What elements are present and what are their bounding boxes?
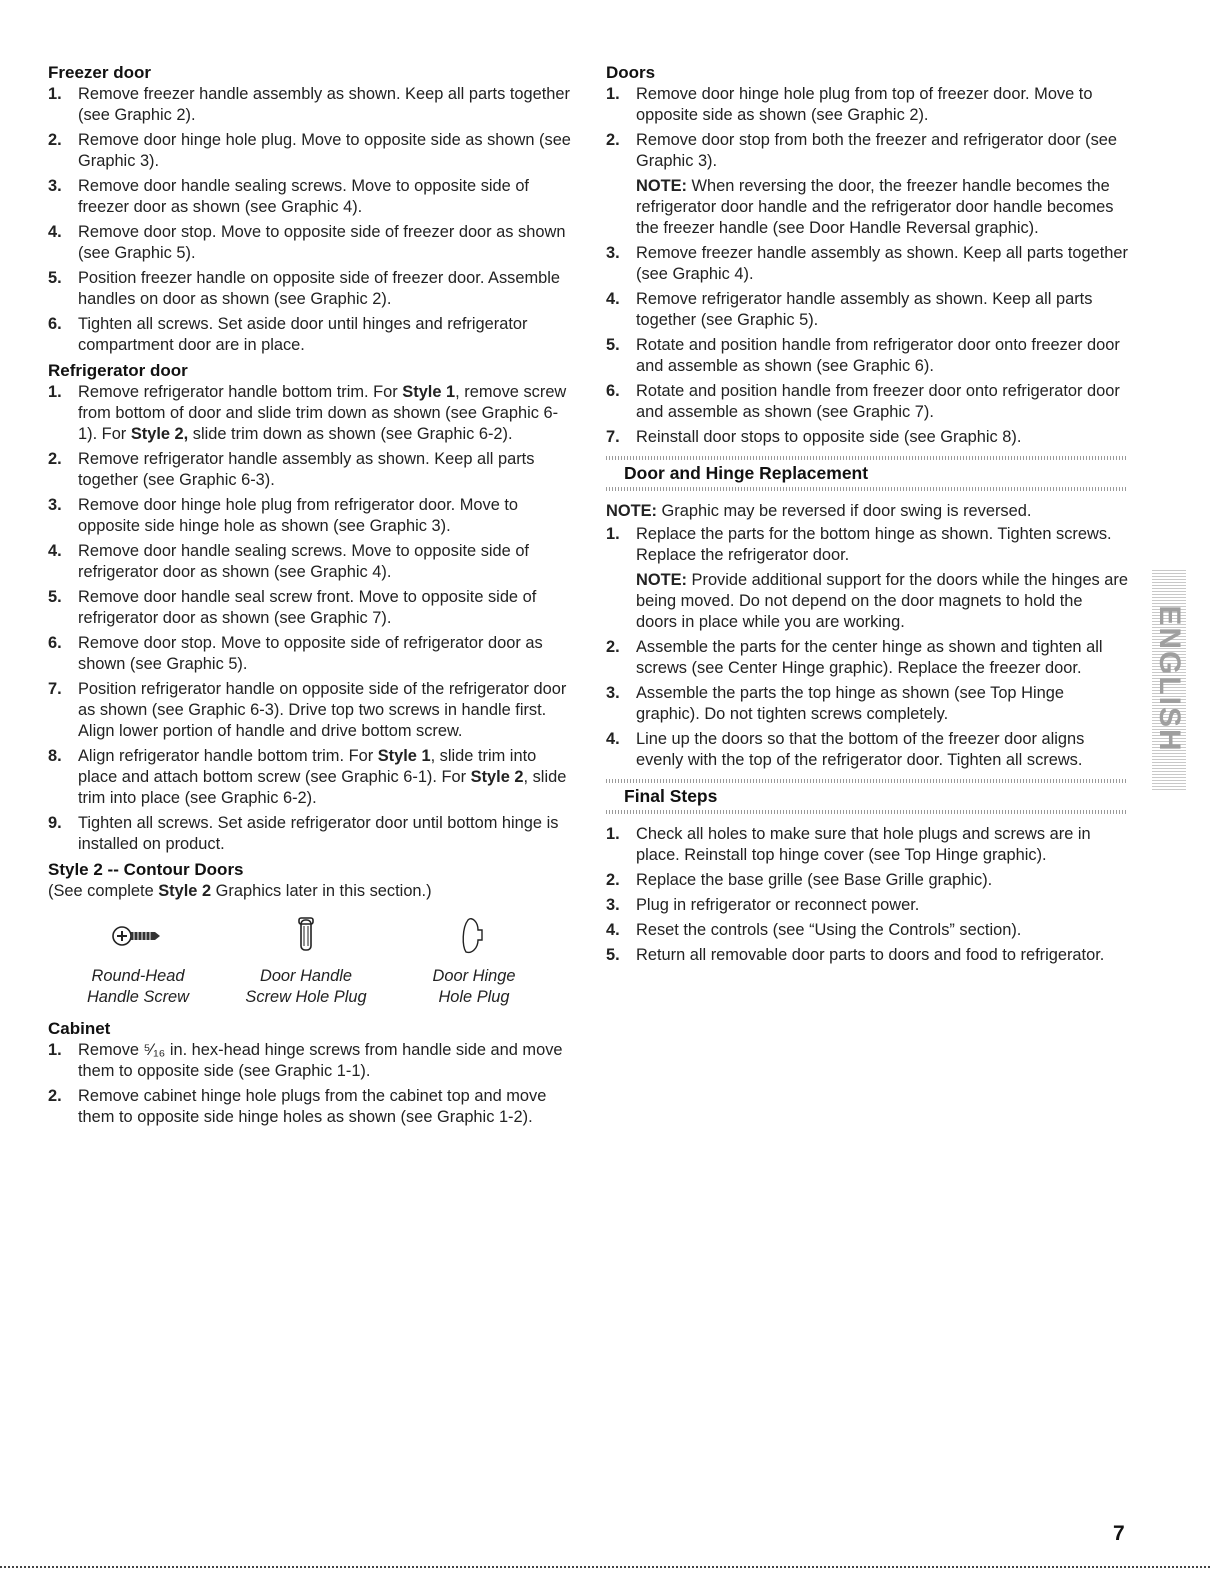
step-text: Remove cabinet hinge hole plugs from the cabinet top and move them to opposite side hinge holes as shown (see Graphic 1-2).	[78, 1087, 547, 1126]
hinge-note	[606, 501, 1128, 522]
list-item	[48, 541, 574, 583]
cabinet-steps	[48, 1040, 574, 1128]
step-text: Check all holes to make sure that hole plugs and screws are in place. Reinstall top hinge cover (see Top Hinge graphic).	[636, 825, 1091, 864]
door-hinge-caption-line1: Door Hinge	[432, 967, 516, 985]
step-number: 1.	[48, 383, 62, 401]
list-item	[48, 268, 574, 310]
step-number: 1.	[48, 85, 62, 103]
bottom-rule	[0, 1566, 1211, 1568]
step-text: Position refrigerator handle on opposite side of the refrigerator door as shown (see Graphic 6-3). Drive top two screws in handle first. Align lower portion of handle and drive bottom screw.	[78, 680, 567, 740]
list-item	[48, 176, 574, 218]
step-text: Replace the base grille (see Base Grille graphic).	[636, 871, 993, 889]
list-item	[606, 335, 1128, 377]
hatch-rule	[606, 810, 1128, 814]
intro-style-2-label: Style 2	[158, 882, 212, 900]
list-item	[606, 895, 1128, 916]
step-number: 2.	[606, 871, 620, 889]
list-item	[606, 243, 1128, 285]
hinge-steps	[606, 524, 1128, 771]
freezer-door-steps	[48, 84, 574, 356]
list-item	[48, 84, 574, 126]
doors-steps	[606, 84, 1128, 448]
door-hinge-plug-item	[394, 916, 554, 1008]
step-text: Plug in refrigerator or reconnect power.	[636, 896, 920, 914]
step-text-e: slide trim down as shown (see Graphic 6-2).	[188, 425, 513, 443]
step-text: Assemble the parts for the center hinge as shown and tighten all screws (see Center Hinge graphic). Replace the freezer door.	[636, 638, 1103, 677]
step-text-a: Remove refrigerator handle bottom trim. For	[78, 383, 403, 401]
step-text: Remove door hinge hole plug. Move to opposite side as shown (see Graphic 3).	[78, 131, 571, 170]
list-item	[48, 746, 574, 809]
list-item	[48, 813, 574, 855]
step-text: Tighten all screws. Set aside refrigerator door until bottom hinge is installed on product.	[78, 814, 559, 853]
hinge-section-banner	[606, 456, 1128, 491]
cabinet-heading: Cabinet	[48, 1019, 111, 1038]
step-text: Rotate and position handle from freezer door onto refrigerator door and assemble as shown (see Graphic 7).	[636, 382, 1120, 421]
list-item	[606, 920, 1128, 941]
step-number: 1.	[48, 1041, 62, 1059]
step-number: 3.	[606, 684, 620, 702]
step-text: Reinstall door stops to opposite side (see Graphic 8).	[636, 428, 1022, 446]
list-item	[48, 449, 574, 491]
step-number: 5.	[606, 336, 620, 354]
step-text: Remove door handle seal screw front. Move to opposite side of refrigerator door as shown (see Graphic 7).	[78, 588, 537, 627]
step-text: Reset the controls (see “Using the Controls” section).	[636, 921, 1022, 939]
step-text: Remove door handle sealing screws. Move to opposite side of refrigerator door as shown (see Graphic 4).	[78, 542, 529, 581]
list-item	[48, 1040, 574, 1082]
step-number: 2.	[48, 450, 62, 468]
door-hinge-caption-line2: Hole Plug	[438, 988, 510, 1006]
door-handle-caption-line1: Door Handle	[259, 967, 353, 985]
round-head-screw-item	[58, 916, 218, 1008]
step-number: 5.	[48, 269, 62, 287]
list-item	[606, 870, 1128, 891]
step-number: 4.	[606, 730, 620, 748]
list-item	[606, 824, 1128, 866]
step-number: 6.	[48, 315, 62, 333]
list-item	[606, 130, 1128, 239]
step-text: Remove door stop. Move to opposite side of refrigerator door as shown (see Graphic 5).	[78, 634, 543, 673]
step-number: 6.	[606, 382, 620, 400]
step-number: 3.	[48, 177, 62, 195]
step-number: 1.	[606, 825, 620, 843]
hinge-heading: Door and Hinge Replacement	[624, 463, 869, 483]
list-item	[48, 633, 574, 675]
parts-icons-row	[48, 916, 574, 1008]
step-text: Remove door stop. Move to opposite side of freezer door as shown (see Graphic 5).	[78, 223, 566, 262]
step-number: 4.	[606, 290, 620, 308]
door-handle-plug-item	[226, 916, 386, 1008]
step-number: 1.	[606, 85, 620, 103]
list-item	[606, 84, 1128, 126]
list-item	[606, 524, 1128, 633]
step-text: Position freezer handle on opposite side of freezer door. Assemble handles on door as shown (see Graphic 2).	[78, 269, 560, 308]
step-text: Remove freezer handle assembly as shown. Keep all parts together (see Graphic 2).	[78, 85, 570, 124]
final-section-banner	[606, 779, 1128, 814]
style-2-intro	[48, 881, 574, 902]
step-text: Assemble the parts the top hinge as shown (see Top Hinge graphic). Do not tighten screws completely.	[636, 684, 1064, 723]
step-number: 9.	[48, 814, 62, 832]
step-text: Rotate and position handle from refrigerator door onto freezer door and assemble as shown (see Graphic 6).	[636, 336, 1120, 375]
note-text: Provide additional support for the doors while the hinges are being moved. Do not depend on the door magnets to hold the doors in place while you are working.	[636, 571, 1128, 631]
step-text: Tighten all screws. Set aside door until hinges and refrigerator compartment door are in place.	[78, 315, 528, 354]
style-2-label: Style 2,	[130, 425, 189, 443]
language-side-tab	[1152, 568, 1186, 790]
refrigerator-door-heading: Refrigerator door	[48, 361, 188, 380]
list-item	[48, 495, 574, 537]
page-number: 7	[1113, 1522, 1125, 1545]
list-item	[606, 637, 1128, 679]
list-item	[48, 382, 574, 445]
door-handle-plug-icon	[291, 916, 321, 956]
note-label: NOTE:	[636, 177, 687, 195]
step-number: 2.	[606, 131, 620, 149]
step-text-c: , slide trim into place and attach bottom screw (see Graphic 6-1). For	[78, 747, 537, 786]
step-text: Replace the parts for the bottom hinge as shown. Tighten screws. Replace the refrigerator door.	[636, 525, 1112, 564]
note-text: When reversing the door, the freezer handle becomes the refrigerator door handle and the refrigerator door handle becomes the freezer handle (see Door Handle Reversal graphic).	[636, 177, 1114, 237]
intro-text-a: (See complete	[48, 882, 159, 900]
style-1-label: Style 1	[402, 383, 456, 401]
step-number: 1.	[606, 525, 620, 543]
step-number: 7.	[48, 680, 62, 698]
list-item	[606, 945, 1128, 966]
step-text: Remove ⁵⁄₁₆ in. hex-head hinge screws from handle side and move them to opposite side (see Graphic 1-1).	[78, 1041, 563, 1080]
note-label: NOTE:	[606, 502, 657, 520]
step-number: 4.	[48, 223, 62, 241]
step-text: Remove door stop from both the freezer and refrigerator door (see Graphic 3).	[636, 131, 1118, 170]
step-text-c: , remove screw from bottom of door and slide trim down as shown (see Graphic 6-1). For	[78, 383, 567, 443]
step-number: 8.	[48, 747, 62, 765]
step-text-e: , slide trim into place (see Graphic 6-2).	[78, 768, 567, 807]
final-heading: Final Steps	[624, 786, 718, 806]
right-column	[606, 62, 1128, 970]
step-number: 7.	[606, 428, 620, 446]
step-text: Remove refrigerator handle assembly as shown. Keep all parts together (see Graphic 5).	[636, 290, 1093, 329]
style-1-label: Style 1	[377, 747, 431, 765]
list-item	[48, 222, 574, 264]
step-text: Remove freezer handle assembly as shown. Keep all parts together (see Graphic 4).	[636, 244, 1128, 283]
list-item	[48, 314, 574, 356]
step-number: 2.	[48, 131, 62, 149]
list-item	[48, 679, 574, 742]
style-2-label: Style 2	[470, 768, 524, 786]
list-item	[606, 729, 1128, 771]
step-text: Return all removable door parts to doors and food to refrigerator.	[636, 946, 1105, 964]
step-text: Remove door hinge hole plug from top of freezer door. Move to opposite side as shown (see Graphic 2).	[636, 85, 1093, 124]
round-head-caption-line2: Handle Screw	[86, 988, 190, 1006]
step-number: 3.	[48, 496, 62, 514]
freezer-door-heading: Freezer door	[48, 63, 151, 82]
list-item	[48, 1086, 574, 1128]
refrigerator-door-steps	[48, 382, 574, 855]
step-number: 5.	[606, 946, 620, 964]
list-item	[606, 381, 1128, 423]
step-number: 2.	[48, 1087, 62, 1105]
doors-heading: Doors	[606, 63, 656, 82]
step-text: Remove door hinge hole plug from refrigerator door. Move to opposite side hinge hole as shown (see Graphic 3).	[78, 496, 519, 535]
list-item	[606, 683, 1128, 725]
step-number: 5.	[48, 588, 62, 606]
step-text-a: Align refrigerator handle bottom trim. For	[78, 747, 378, 765]
step-number: 2.	[606, 638, 620, 656]
step-number: 3.	[606, 896, 620, 914]
hinge-step-note	[636, 570, 1128, 633]
side-tab-text: ENGLISH	[1153, 605, 1186, 753]
list-item	[48, 587, 574, 629]
step-text: Remove refrigerator handle assembly as shown. Keep all parts together (see Graphic 6-3).	[78, 450, 535, 489]
step-number: 3.	[606, 244, 620, 262]
list-item	[48, 130, 574, 172]
style-2-heading: Style 2 -- Contour Doors	[48, 860, 244, 879]
step-number: 4.	[606, 921, 620, 939]
door-handle-caption-line2: Screw Hole Plug	[245, 988, 367, 1006]
note-text: Graphic may be reversed if door swing is reversed.	[657, 502, 1032, 520]
intro-text-c: Graphics later in this section.)	[211, 882, 432, 900]
step-text: Line up the doors so that the bottom of the freezer door aligns evenly with the top of the refrigerator door. Tighten all screws.	[636, 730, 1085, 769]
door-hinge-plug-icon	[454, 916, 494, 956]
final-steps	[606, 824, 1128, 966]
note-label: NOTE:	[636, 571, 687, 589]
step-text: Remove door handle sealing screws. Move to opposite side of freezer door as shown (see Graphic 4).	[78, 177, 529, 216]
left-column	[48, 62, 574, 1132]
hatch-rule	[606, 487, 1128, 491]
step-number: 6.	[48, 634, 62, 652]
step-number: 4.	[48, 542, 62, 560]
round-head-screw-icon	[108, 916, 168, 956]
list-item	[606, 427, 1128, 448]
list-item	[606, 289, 1128, 331]
round-head-caption-line1: Round-Head	[91, 967, 185, 985]
doors-note	[636, 176, 1128, 239]
